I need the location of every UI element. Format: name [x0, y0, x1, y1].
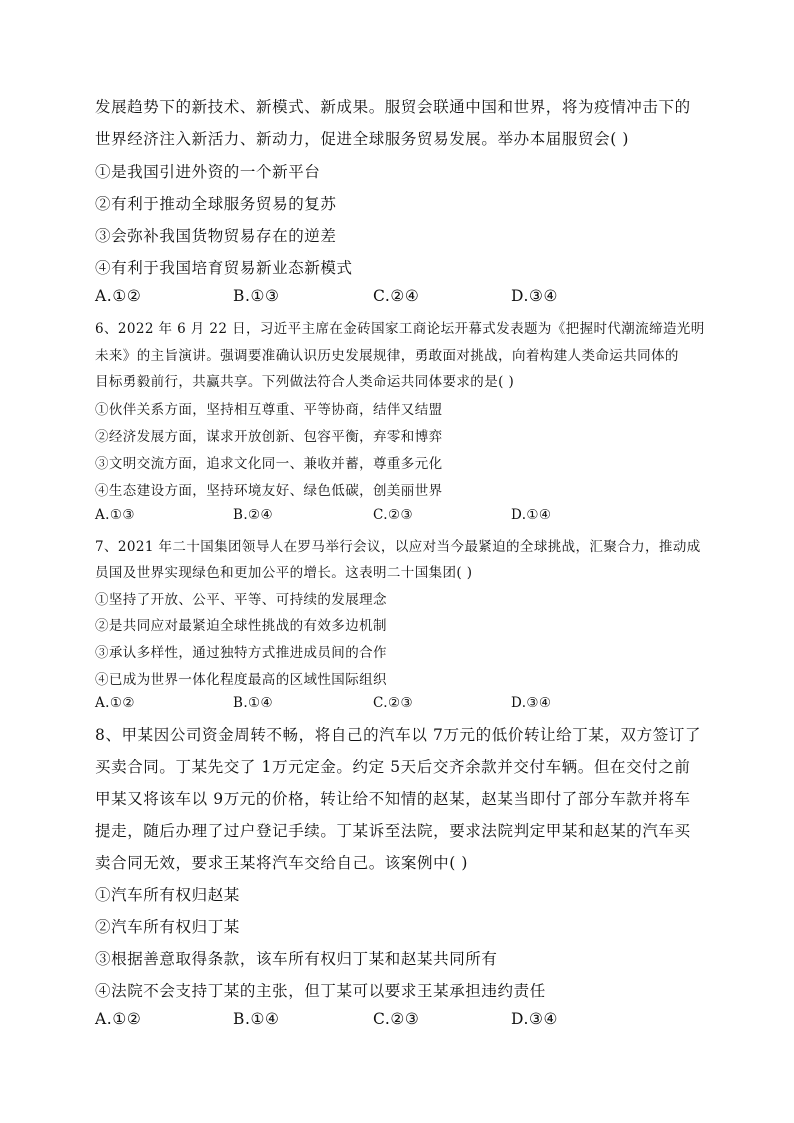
question-text-line: 目标勇毅前行，共赢共享。下列做法符合人类命运共同体要求的是( ) — [95, 374, 515, 390]
question-text-line: 提走，随后办理了过户登记手续。丁某诉至法院，要求法院判定甲某和赵某的汽车买 — [95, 822, 691, 840]
option-d[interactable]: D.③④ — [511, 695, 552, 711]
statement: ④有利于我国培育贸易新业态新模式 — [95, 259, 353, 277]
statement: ①汽车所有权归赵某 — [95, 886, 240, 904]
option-a[interactable]: A.①② — [95, 287, 142, 305]
question-text-line: 6、2022 年 6 月 22 日，习近平主席在金砖国家工商论坛开幕式发表题为《把握时代潮流缔造光明 — [95, 321, 705, 337]
option-a[interactable]: A.①② — [95, 1010, 142, 1028]
statement: ③文明交流方面，追求文化同一、兼收并蓄，尊重多元化 — [95, 456, 443, 472]
question-text-line: 员国及世界实现绿色和更加公平的增长。这表明二十国集团( ) — [95, 565, 473, 581]
option-a[interactable]: A.①② — [95, 695, 135, 711]
option-a[interactable]: A.①③ — [95, 507, 135, 523]
option-b[interactable]: B.①③ — [233, 287, 280, 305]
question-text-line: 甲某又将该车以 9万元的价格，转让给不知情的赵某，赵某当即付了部分车款并将车 — [95, 790, 691, 808]
statement: ④已成为世界一体化程度最高的区域性国际组织 — [95, 672, 387, 688]
option-c[interactable]: C.②③ — [373, 507, 413, 523]
question-text-line: 卖合同无效，要求王某将汽车交给自己。该案例中( ) — [95, 854, 469, 872]
statement: ②有利于推动全球服务贸易的复苏 — [95, 195, 337, 213]
option-d[interactable]: D.①④ — [511, 507, 552, 523]
option-d[interactable]: D.③④ — [511, 287, 558, 305]
statement: ②汽车所有权归丁某 — [95, 918, 240, 936]
question-text-line: 买卖合同。丁某先交了 1万元定金。约定 5天后交齐余款并交付车辆。但在交付之前 — [95, 758, 691, 776]
question-text-line: 8、甲某因公司资金周转不畅，将自己的汽车以 7万元的低价转让给丁某，双方签订了 — [95, 726, 702, 744]
question-text-line: 世界经济注入新活力、新动力，促进全球服务贸易发展。举办本届服贸会( ) — [95, 130, 630, 148]
option-b[interactable]: B.②④ — [233, 507, 274, 523]
statement: ③根据善意取得条款，该车所有权归丁某和赵某共同所有 — [95, 950, 498, 968]
statement: ②经济发展方面，谋求开放创新、包容平衡，弃零和博弈 — [95, 429, 443, 445]
question-text-line: 7、2021 年二十国集团领导人在罗马举行会议，以应对当今最紧迫的全球挑战，汇聚合力，推动成 — [95, 539, 701, 555]
statement: ①是我国引进外资的一个新平台 — [95, 163, 321, 181]
statement: ③承认多样性，通过独特方式推进成员间的合作 — [95, 645, 387, 661]
statement: ③会弥补我国货物贸易存在的逆差 — [95, 227, 337, 245]
option-c[interactable]: C.②③ — [373, 1010, 420, 1028]
statement: ④法院不会支持丁某的主张，但丁某可以要求王某承担违约责任 — [95, 982, 546, 1000]
option-d[interactable]: D.③④ — [511, 1010, 558, 1028]
option-c[interactable]: C.②③ — [373, 695, 413, 711]
question-text-line: 未来》的主旨演讲。强调要准确认识历史发展规律，勇敢面对挑战，向着构建人类命运共同体的 — [95, 348, 679, 364]
statement: ②是共同应对最紧迫全球性挑战的有效多边机制 — [95, 618, 387, 634]
statement: ④生态建设方面，坚持环境友好、绿色低碳，创美丽世界 — [95, 483, 443, 499]
option-b[interactable]: B.①④ — [233, 1010, 280, 1028]
option-b[interactable]: B.①④ — [233, 695, 274, 711]
statement: ①坚持了开放、公平、平等、可持续的发展理念 — [95, 592, 387, 608]
option-c[interactable]: C.②④ — [373, 287, 420, 305]
statement: ①伙伴关系方面，坚持相互尊重、平等协商，结伴又结盟 — [95, 402, 443, 418]
question-text-line: 发展趋势下的新技术、新模式、新成果。服贸会联通中国和世界，将为疫情冲击下的 — [95, 98, 691, 116]
